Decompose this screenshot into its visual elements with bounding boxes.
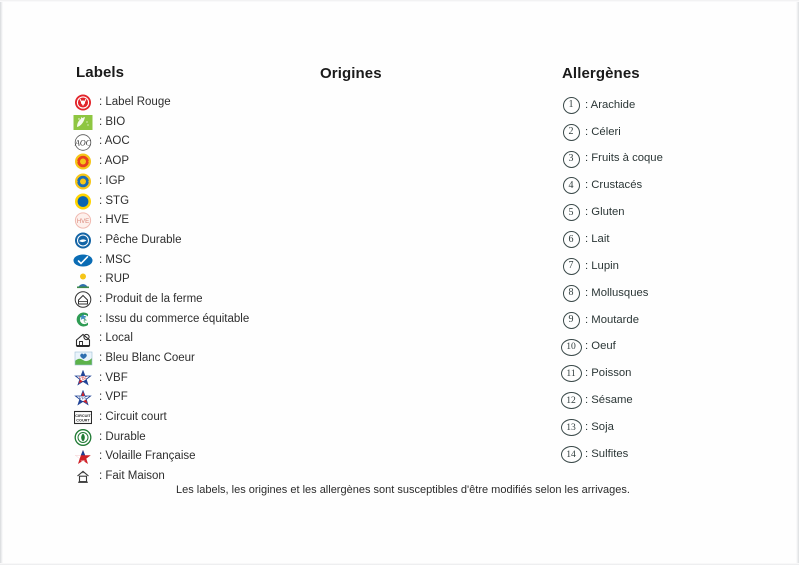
allergen-number: 9 — [563, 312, 580, 329]
vbf-icon — [72, 370, 94, 387]
allergen-row — [560, 280, 790, 307]
allergen-name: : Crustacés — [585, 179, 643, 192]
allergen-number: 3 — [563, 151, 580, 168]
allergen-row — [560, 414, 790, 441]
fait-maison-icon — [72, 468, 94, 485]
scan-edge-top — [0, 0, 799, 2]
igp-icon — [72, 173, 94, 190]
allergen-row — [560, 92, 790, 119]
label-row — [72, 191, 302, 211]
allergen-number-badge — [560, 205, 582, 221]
allergen-number: 13 — [561, 419, 582, 436]
labels-list — [72, 93, 302, 487]
allergen-name: : Arachide — [585, 98, 636, 111]
svg-text:AOC: AOC — [75, 138, 91, 148]
label-row — [72, 329, 302, 349]
allergenes-column-heading: Allergènes — [562, 65, 640, 82]
label-row — [72, 447, 302, 467]
aoc-icon — [72, 134, 94, 151]
label-name: : Label Rouge — [99, 96, 171, 109]
label-name: : Local — [99, 332, 133, 345]
label-row — [72, 113, 302, 133]
stg-icon — [72, 193, 94, 210]
allergen-number-badge — [560, 366, 582, 382]
label-name: : STG — [99, 194, 130, 207]
allergen-name: : Sulfites — [585, 447, 629, 460]
allergen-number-badge — [560, 420, 582, 436]
label-name: : BIO — [99, 115, 126, 128]
allergen-row — [560, 387, 790, 414]
hve-icon — [72, 212, 94, 229]
aop-icon — [72, 153, 94, 170]
allergen-row — [560, 307, 790, 334]
allergen-row — [560, 119, 790, 146]
allergen-number-badge — [560, 285, 582, 301]
label-name: : Volaille Française — [99, 450, 196, 463]
allergen-row — [560, 199, 790, 226]
label-row — [72, 310, 302, 330]
label-name: : MSC — [99, 253, 131, 266]
label-name: : Bleu Blanc Coeur — [99, 352, 195, 365]
label-row — [72, 290, 302, 310]
label-row — [72, 211, 302, 231]
label-row — [72, 270, 302, 290]
local-icon — [72, 331, 94, 348]
allergen-number: 10 — [561, 339, 582, 356]
label-row — [72, 428, 302, 448]
allergen-number: 6 — [563, 231, 580, 248]
allergen-number: 1 — [563, 97, 580, 114]
commerce-equitable-icon — [72, 311, 94, 328]
produit-de-la-ferme-icon — [72, 291, 94, 308]
allergen-name: : Oeuf — [585, 340, 616, 353]
allergen-number: 12 — [561, 392, 582, 409]
svg-text:HVE: HVE — [76, 219, 90, 226]
label-row — [72, 93, 302, 113]
allergen-row — [560, 226, 790, 253]
label-name: : VBF — [99, 371, 128, 384]
label-row — [72, 132, 302, 152]
label-name: : Durable — [99, 430, 146, 443]
allergen-number: 7 — [563, 258, 580, 275]
allergen-row — [560, 146, 790, 173]
allergen-number: 11 — [561, 365, 582, 382]
allergen-name: : Lupin — [585, 259, 619, 272]
allergen-number: 8 — [563, 285, 580, 302]
allergen-name: : Lait — [585, 232, 610, 245]
allergen-row — [560, 334, 790, 361]
label-name: : Fait Maison — [99, 470, 165, 483]
label-name: : AOC — [99, 135, 130, 148]
label-name: : AOP — [99, 155, 130, 168]
label-name: : HVE — [99, 214, 130, 227]
label-row — [72, 172, 302, 192]
label-name: : Circuit court — [99, 411, 167, 424]
allergen-number-badge — [560, 446, 582, 462]
vpf-icon — [72, 390, 94, 407]
labels-column-heading: Labels — [76, 64, 125, 81]
volaille-francaise-icon — [72, 449, 94, 466]
allergen-number-badge — [560, 124, 582, 140]
allergen-name: : Moutarde — [585, 313, 640, 326]
allergen-row — [560, 173, 790, 200]
bio-icon — [72, 114, 94, 131]
allergen-number: 4 — [563, 177, 580, 194]
label-name: : VPF — [99, 391, 128, 404]
svg-text:COURT: COURT — [76, 418, 90, 423]
allergen-name: : Poisson — [585, 367, 632, 380]
label-row — [72, 349, 302, 369]
svg-text:VF: VF — [80, 459, 86, 464]
allergen-row — [560, 360, 790, 387]
allergen-number-badge — [560, 393, 582, 409]
allergen-name: : Céleri — [585, 125, 621, 138]
label-row — [72, 152, 302, 172]
scan-edge-left — [0, 0, 3, 565]
svg-text:é: é — [83, 316, 87, 325]
rup-icon — [72, 272, 94, 289]
peche-durable-icon — [72, 232, 94, 249]
label-name: : RUP — [99, 273, 130, 286]
allergen-row — [560, 441, 790, 468]
bleu-blanc-coeur-icon — [72, 350, 94, 367]
label-row — [72, 231, 302, 251]
allergen-name: : Soja — [585, 420, 614, 433]
allergen-number-badge — [560, 312, 582, 328]
allergen-number: 14 — [561, 446, 582, 463]
label-row — [72, 408, 302, 428]
allergen-row — [560, 253, 790, 280]
durable-icon — [72, 429, 94, 446]
allergen-number-badge — [560, 178, 582, 194]
allergen-number-badge — [560, 151, 582, 167]
circuit-court-icon — [72, 409, 94, 426]
allergen-number: 5 — [563, 204, 580, 221]
label-name: : Produit de la ferme — [99, 292, 203, 305]
allergen-number: 2 — [563, 124, 580, 141]
allergen-number-badge — [560, 339, 582, 355]
footer-disclaimer: Les labels, les origines et les allergènes sont susceptibles d'être modifiés selon les arrivages. — [176, 484, 630, 496]
origines-column-heading: Origines — [320, 65, 382, 82]
svg-text:VPF: VPF — [78, 395, 88, 401]
label-rouge-icon — [72, 94, 94, 111]
allergen-number-badge — [560, 232, 582, 248]
label-row — [72, 369, 302, 389]
allergen-name: : Fruits à coque — [585, 152, 663, 165]
label-name: : Pêche Durable — [99, 233, 182, 246]
allergen-number-badge — [560, 97, 582, 113]
msc-icon — [72, 252, 94, 269]
label-name: : Issu du commerce équitable — [99, 312, 250, 325]
label-row — [72, 388, 302, 408]
allergen-number-badge — [560, 258, 582, 274]
allergen-name: : Gluten — [585, 206, 625, 219]
label-name: : IGP — [99, 174, 126, 187]
allergen-name: : Sésame — [585, 394, 633, 407]
allergen-name: : Mollusques — [585, 286, 649, 299]
svg-text:VBF: VBF — [78, 375, 88, 381]
label-row — [72, 251, 302, 271]
svg-text:CIRCUIT: CIRCUIT — [75, 414, 91, 419]
allergenes-list — [560, 92, 790, 468]
